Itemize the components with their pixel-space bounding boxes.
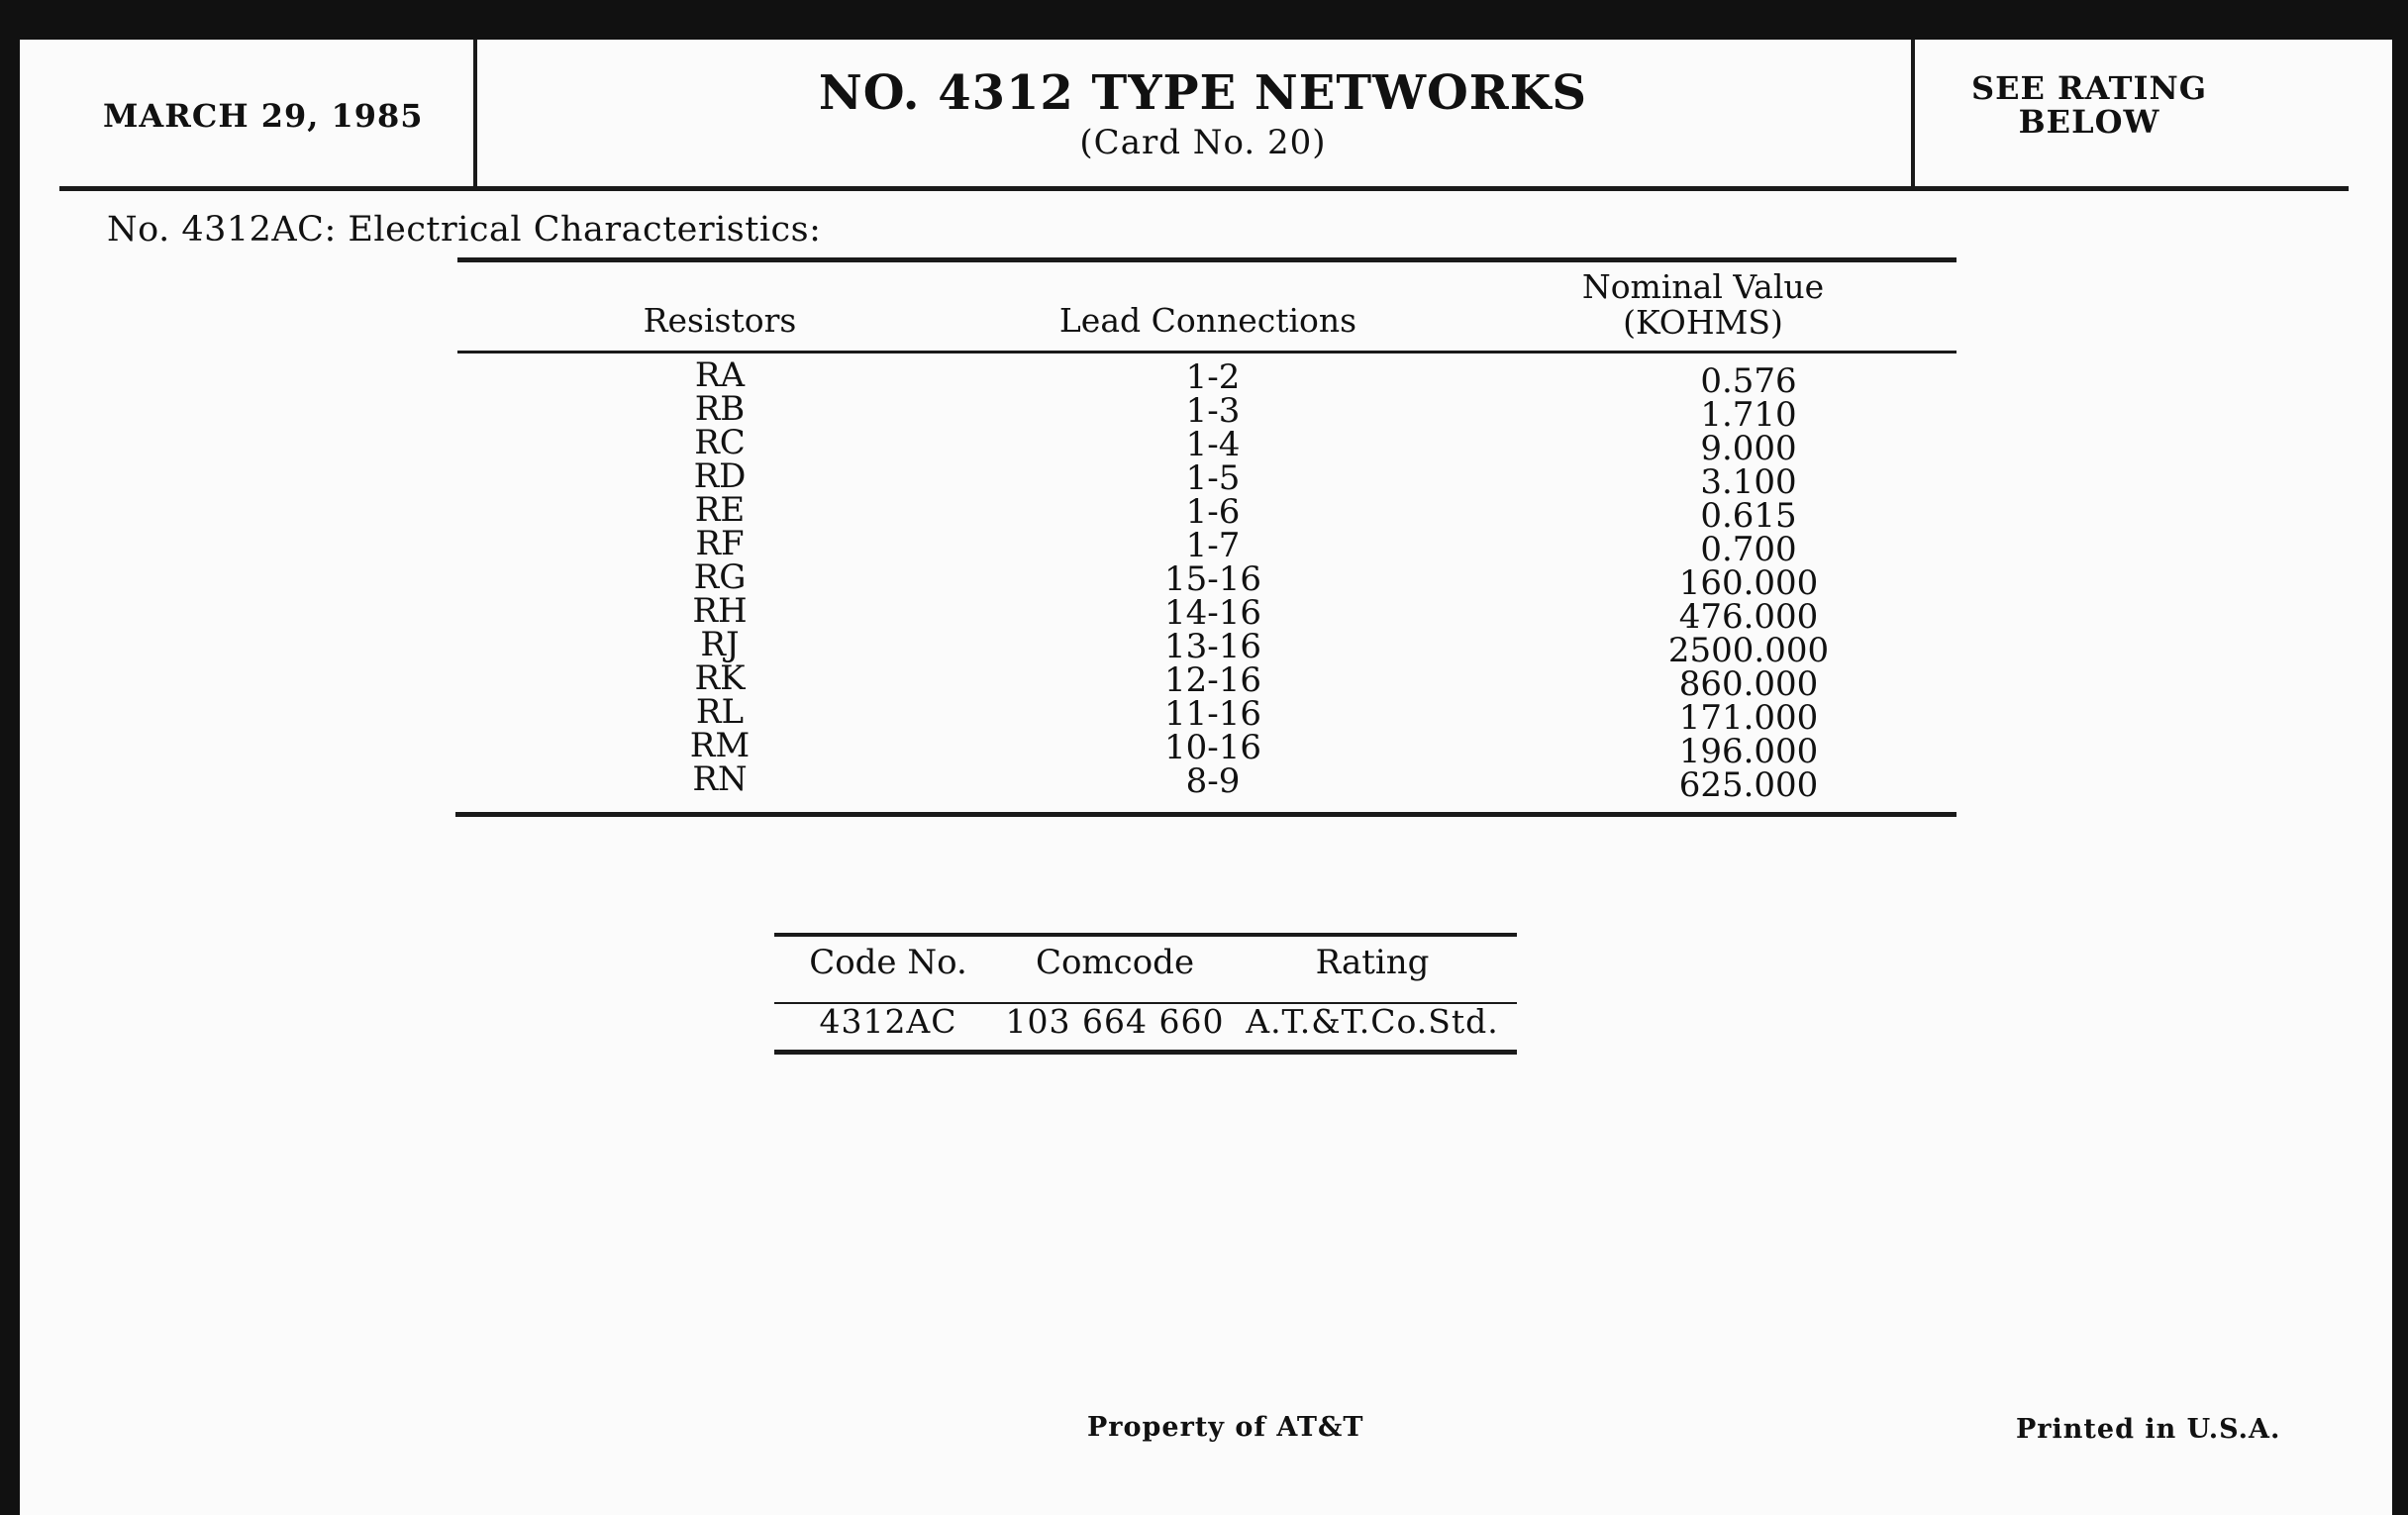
- card-title: NO. 4312 TYPE NETWORKS: [818, 65, 1588, 121]
- resistor-cell: RC: [694, 423, 746, 462]
- lead-connection-cell: 1-6: [1185, 492, 1241, 532]
- header-lead-connections: Lead Connections: [1058, 301, 1357, 340]
- card-subtitle: (Card No. 20): [1079, 123, 1327, 162]
- lead-connection-cell: 13-16: [1163, 627, 1261, 666]
- document-card: [20, 40, 2392, 1515]
- header-nominal-value-line1: Nominal Value: [1581, 267, 1825, 306]
- nominal-value-cell: 476.000: [1678, 597, 1819, 637]
- resistor-cell: RF: [695, 524, 745, 563]
- lead-connection-cell: 14-16: [1163, 593, 1261, 633]
- nominal-value-cell: 196.000: [1678, 732, 1819, 771]
- rating-cell-rating: A.T.&T.Co.Std.: [1246, 1002, 1499, 1041]
- nominal-value-cell: 171.000: [1678, 698, 1819, 738]
- nominal-value-cell: 0.615: [1700, 496, 1797, 536]
- resistor-cell: RA: [694, 355, 746, 395]
- resistor-cell: RL: [695, 692, 745, 732]
- resistor-cell: RG: [693, 557, 747, 597]
- nominal-value-cell: 2500.000: [1667, 631, 1830, 670]
- card-date: MARCH 29, 1985: [103, 97, 424, 135]
- footer-printed: Printed in U.S.A.: [2016, 1414, 2281, 1445]
- resistor-cell: RJ: [700, 625, 740, 664]
- resistor-cell: RM: [689, 726, 751, 765]
- table-bottom-rule: [455, 812, 1956, 817]
- lead-connection-cell: 12-16: [1163, 660, 1261, 700]
- rating-note: [1931, 71, 2248, 139]
- nominal-value-cell: 9.000: [1700, 429, 1797, 468]
- lead-connection-cell: 1-5: [1185, 458, 1241, 498]
- lead-connection-cell: 10-16: [1163, 728, 1261, 767]
- rating-note-line2: BELOW: [2018, 103, 2160, 141]
- nominal-value-column: [1531, 361, 1937, 805]
- rating-table-bottom-rule: [774, 1050, 1517, 1055]
- header-nominal-value-line2: (KOHMS): [1623, 303, 1783, 342]
- rating-cell-comcode: 103 664 660: [1005, 1002, 1225, 1041]
- nominal-value-cell: 625.000: [1678, 765, 1819, 805]
- resistor-cell: RH: [692, 591, 748, 631]
- header-nominal-value: [1475, 269, 1931, 341]
- lead-connection-cell: 1-4: [1185, 425, 1241, 464]
- rating-header-rating: Rating: [1315, 943, 1430, 982]
- header-bottom-rule: [59, 186, 2349, 191]
- lead-connection-cell: 15-16: [1163, 559, 1261, 599]
- section-heading: No. 4312AC: Electrical Characteristics:: [107, 210, 822, 250]
- lead-connection-cell: 1-2: [1185, 357, 1241, 397]
- footer-property: Property of AT&T: [1087, 1412, 1364, 1443]
- lead-connection-cell: 1-3: [1185, 391, 1241, 431]
- rating-header-comcode: Comcode: [1035, 943, 1195, 982]
- resistor-cell: RB: [694, 389, 746, 429]
- table-top-rule: [457, 257, 1956, 262]
- resistor-cell: RD: [693, 456, 747, 496]
- nominal-value-cell: 3.100: [1700, 462, 1797, 502]
- resistor-cell: RN: [692, 759, 748, 799]
- resistor-cell: RE: [694, 490, 746, 530]
- rating-header-code-no: Code No.: [809, 943, 967, 982]
- header-divider-right: [1911, 40, 1915, 188]
- lead-connection-cell: 8-9: [1185, 761, 1241, 801]
- rating-table-top-rule: [774, 933, 1517, 937]
- table-header-rule: [457, 351, 1956, 354]
- resistor-column: [566, 355, 873, 799]
- header-resistors: Resistors: [643, 301, 797, 340]
- lead-connection-cell: 1-7: [1185, 526, 1241, 565]
- lead-connections-column: [1050, 357, 1376, 801]
- nominal-value-cell: 1.710: [1700, 395, 1797, 435]
- resistor-cell: RK: [694, 658, 746, 698]
- nominal-value-cell: 0.576: [1700, 361, 1797, 401]
- lead-connection-cell: 11-16: [1163, 694, 1261, 734]
- nominal-value-cell: 860.000: [1678, 664, 1819, 704]
- rating-cell-code-no: 4312AC: [819, 1002, 957, 1041]
- rating-note-line1: SEE RATING: [1970, 69, 2208, 107]
- nominal-value-cell: 0.700: [1700, 530, 1797, 569]
- nominal-value-cell: 160.000: [1678, 563, 1819, 603]
